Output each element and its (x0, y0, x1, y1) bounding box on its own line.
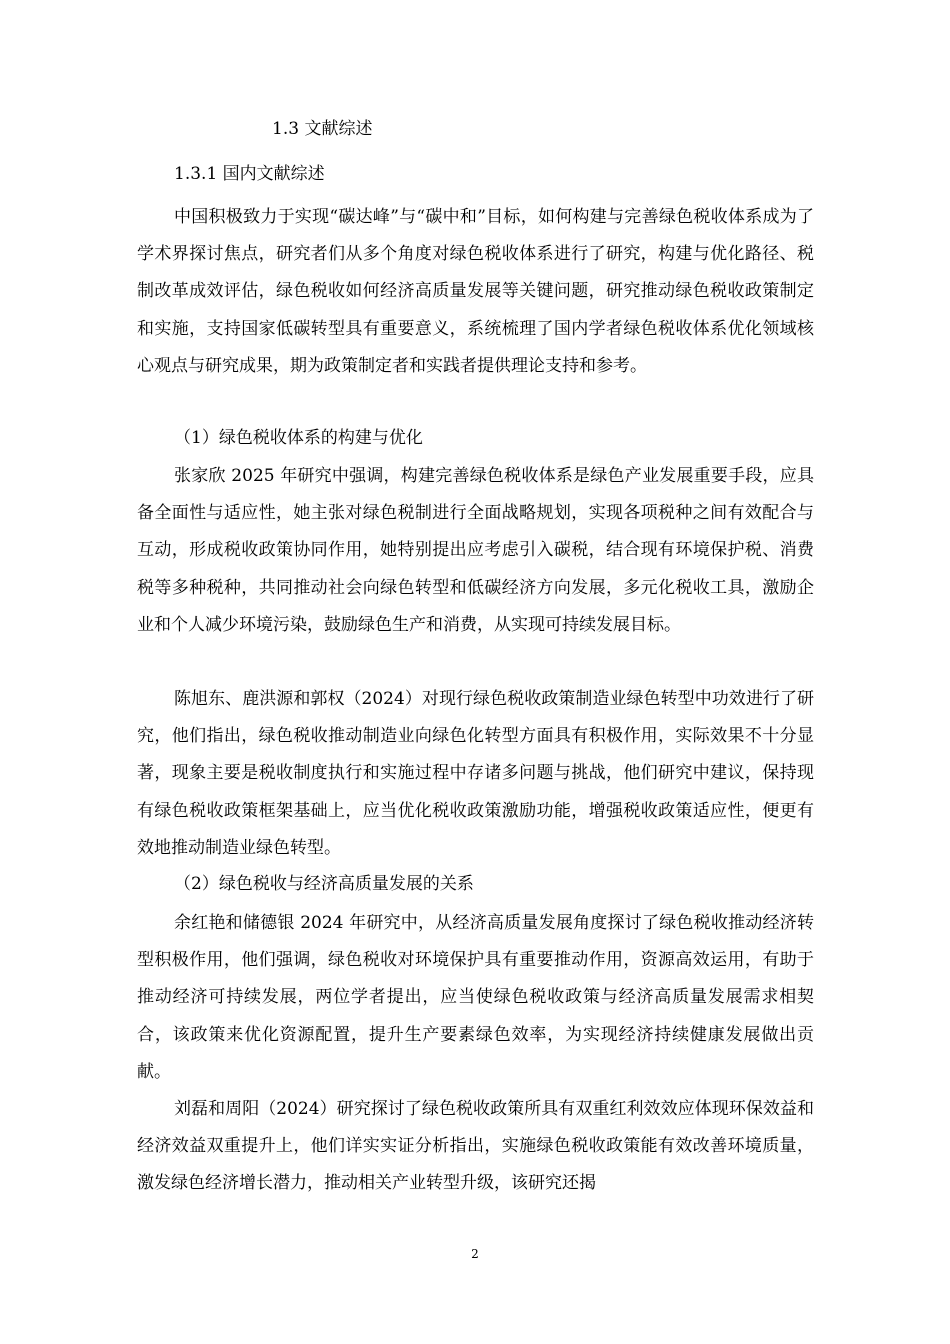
chen-paragraph: 陈旭东、鹿洪源和郭权（2024）对现行绿色税收政策制造业绿色转型中功效进行了研究，他们指出，绿色税收推动制造业向绿色化转型方面具有积极作用，实际效果不十分显著，现象主要是税收制度执行和实施过程中存诸多问题与挑战，他们研究中建议，保持现有绿色税收政策框架基础上，应当优化税收政策激励功能，增强税收政策适应性，便更有效地推动制造业绿色转型。 (137, 689, 814, 858)
liu-paragraph: 刘磊和周阳（2024）研究探讨了绿色税收政策所具有双重红利效效应体现环保效益和经济效益双重提升上，他们详实实证分析指出，实施绿色税收政策能有效改善环境质量，激发绿色经济增长潜力，推动相关产业转型升级，该研究还揭 (137, 1099, 814, 1194)
topic2-heading: （2）绿色税收与经济高质量发展的关系 (174, 874, 474, 894)
intro-paragraph: 中国积极致力于实现“碳达峰”与“碳中和”目标，如何构建与完善绿色税收体系成为了学术界探讨焦点，研究者们从多个角度对绿色税收体系进行了研究，构建与优化路径、税制改革成效评估，绿色税收如何经济高质量发展等关键问题，研究推动绿色税收政策制定和实施，支持国家低碳转型具有重要意义，系统梳理了国内学者绿色税收体系优化领域核心观点与研究成果，期为政策制定者和实践者提供理论支持和参考。 (137, 207, 814, 376)
zhang-paragraph: 张家欣 2025 年研究中强调，构建完善绿色税收体系是绿色产业发展重要手段，应具备全面性与适应性，她主张对绿色税制进行全面战略规划，实现各项税种之间有效配合与互动，形成税收政策协同作用，她特别提出应考虑引入碳税，结合现有环境保护税、消费税等多种税种，共同推动社会向绿色转型和低碳经济方向发展，多元化税收工具，激励企业和个人减少环境污染，鼓励绿色生产和消费，从实现可持续发展目标。 (137, 466, 814, 635)
section-heading: 1.3 文献综述 (272, 119, 373, 139)
topic1-heading: （1）绿色税收体系的构建与优化 (174, 428, 423, 448)
subsection-heading: 1.3.1 国内文献综述 (174, 164, 325, 184)
page-number: 2 (471, 1247, 479, 1261)
yu-paragraph: 余红艳和储德银 2024 年研究中，从经济高质量发展角度探讨了绿色税收推动经济转型积极作用，他们强调，绿色税收对环境保护具有重要推动作用，资源高效运用，有助于推动经济可持续发展，两位学者提出，应当使绿色税收政策与经济高质量发展需求相契合，该政策来优化资源配置，提升生产要素绿色效率，为实现经济持续健康发展做出贡献。 (137, 913, 814, 1082)
